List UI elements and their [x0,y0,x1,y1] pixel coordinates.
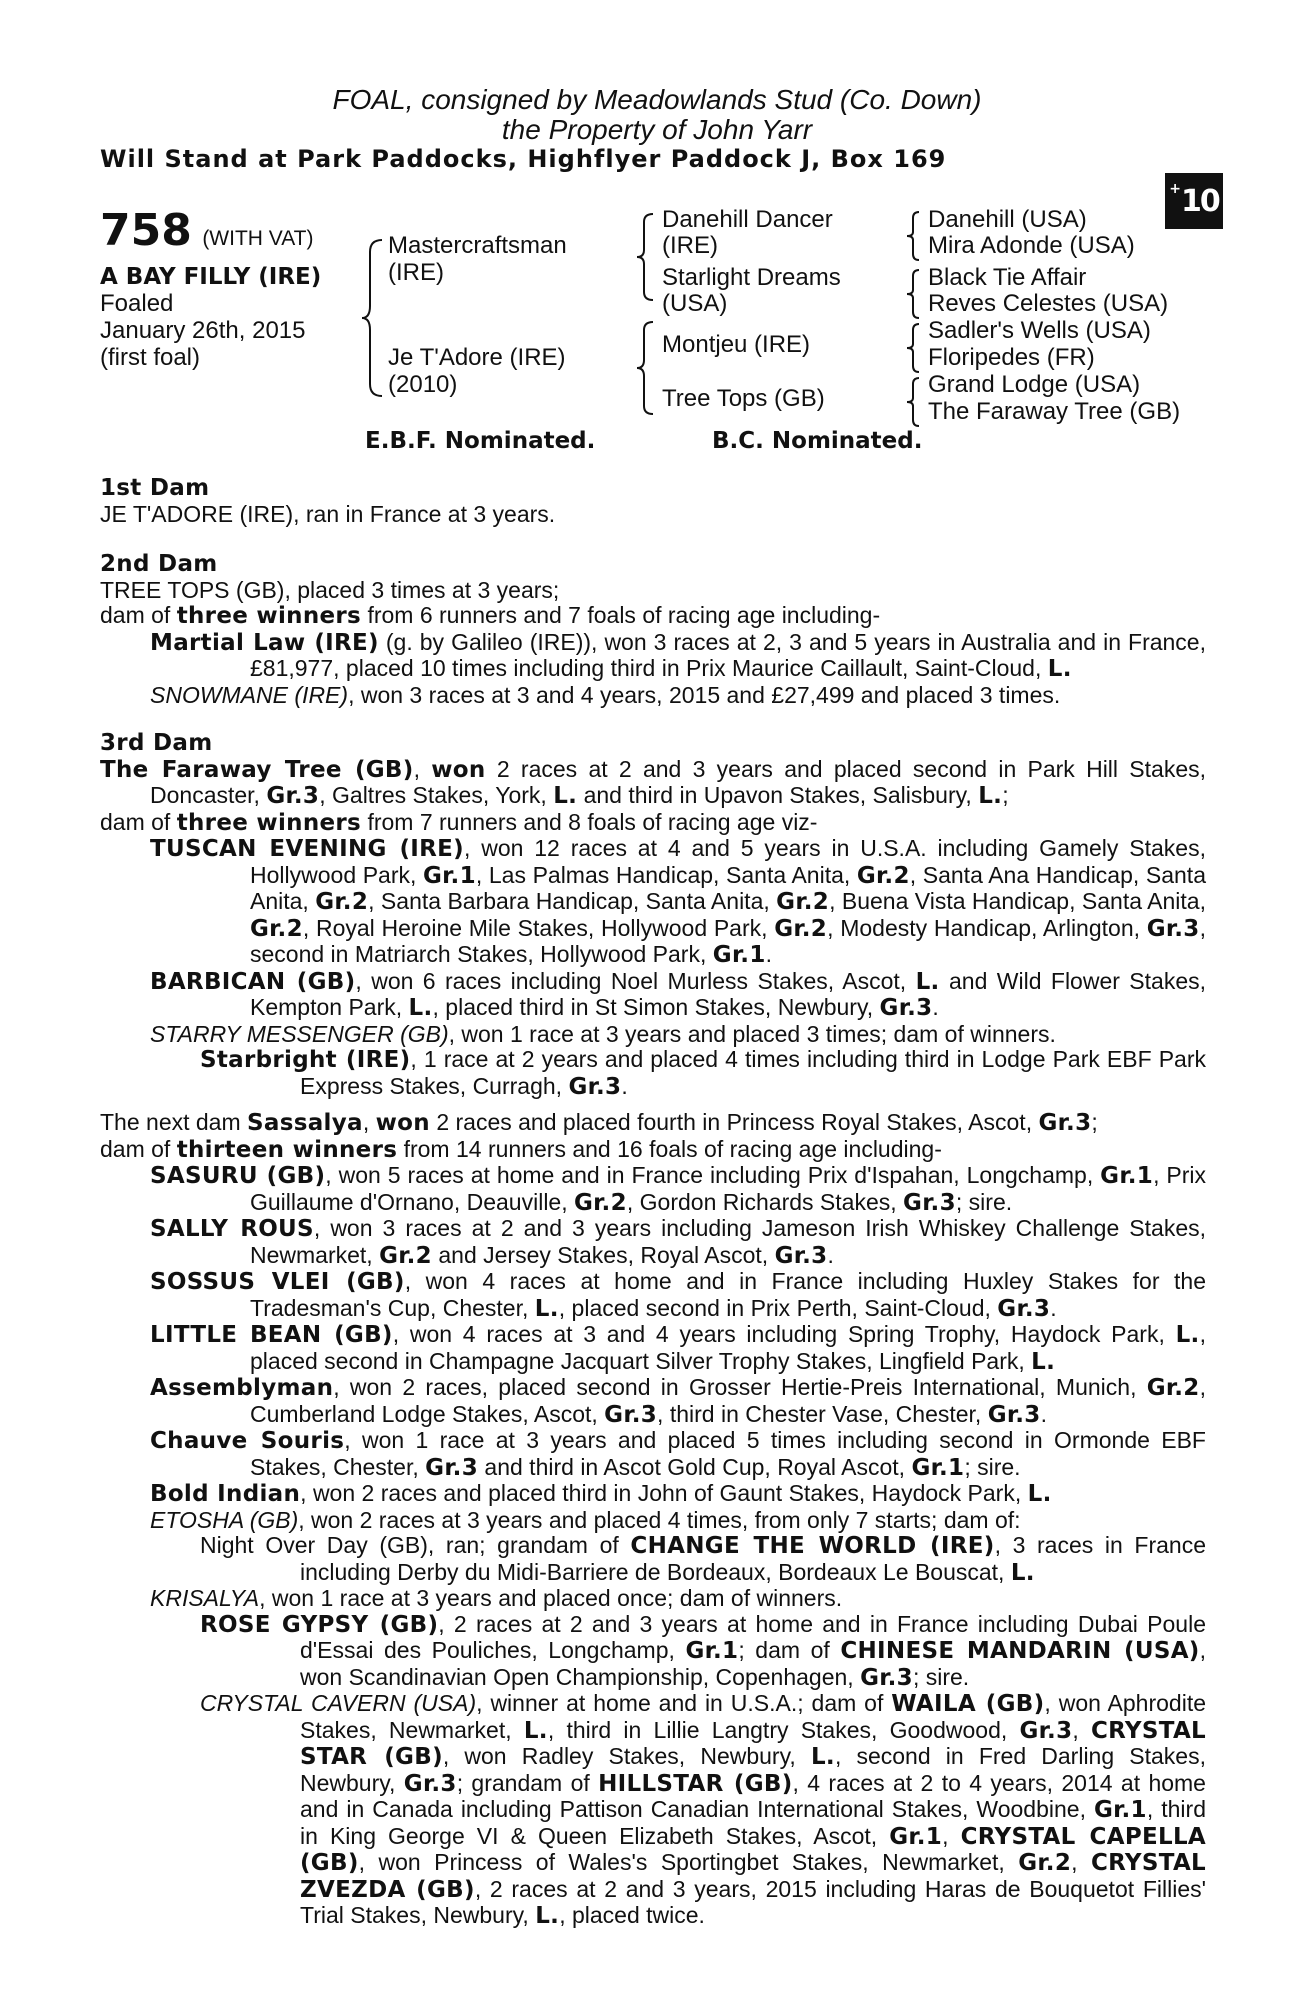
gen3-5: Sadler's Wells (USA) [928,317,1151,344]
foaled-label: Foaled [100,290,174,317]
pedigree-brace-4 [905,210,925,262]
third-dam-title: 3rd Dam [100,730,213,756]
second-dam-produce-intro: dam of three winners from 6 runners and 7 foals of racing age including- [100,602,881,629]
gen3-7: Grand Lodge (USA) [928,371,1141,398]
produce-sasuru: SASURU (GB), won 5 races at home and in France including Prix d'Ispahan, Longchamp, Gr.1, Prix Guillaume d'Ornano, Deauville, Gr.2, Gordon Richards Stakes, Gr.3; sire. [150,1162,1207,1216]
produce-night-over-day: Night Over Day (GB), ran; grandam of CHANGE THE WORLD (IRE), 3 races in France including Derby du Midi-Barriere de Bordeaux, Bordeaux Le Bouscat, L. [200,1532,1207,1586]
produce-starbright: Starbright (IRE), 1 race at 2 years and placed 4 times including third in Lodge Park EBF Park Express Stakes, Curragh, Gr.3. [200,1046,1206,1100]
produce-chauve-souris: Chauve Souris, won 1 race at 3 years and placed 5 times including second in Ormonde EBF Stakes, Chester, Gr.3 and third in Ascot Gold Cup, Royal Ascot, Gr.1; sire. [150,1427,1206,1481]
gen3-1: Danehill (USA) [928,206,1087,233]
gen3-3: Black Tie Affair [928,264,1087,291]
produce-bold-indian: Bold Indian, won 2 races and placed third in John of Gaunt Stakes, Haydock Park, L. [150,1480,1052,1507]
bc-nominated: B.C. Nominated. [712,428,923,454]
sire-sire-name: Danehill Dancer [662,206,833,233]
produce-krisalya: KRISALYA, won 1 race at 3 years and placed once; dam of winners. [150,1585,843,1611]
pedigree-brace-6 [905,322,925,374]
first-dam-text: JE T'ADORE (IRE), ran in France at 3 years. [100,500,556,527]
pedigree-brace-2 [635,212,659,302]
produce-snowmane: SNOWMANE (IRE), won 3 races at 3 and 4 years, 2015 and £27,499 and placed 3 times. [150,681,1061,708]
sire-country: (IRE) [388,259,444,286]
foal-note: (first foal) [100,344,201,371]
ebf-nominated: E.B.F. Nominated. [365,428,596,454]
lot-number-row [100,205,314,256]
foaled-date: January 26th, 2015 [100,317,306,344]
dam-sire-name: Montjeu (IRE) [662,331,811,358]
consignor-line: FOAL, consigned by Meadowlands Stud (Co. Down) [332,84,982,115]
sire-dam-name: Starlight Dreams [662,264,841,291]
sire-name: Mastercraftsman [388,232,567,259]
sire-sire-country: (IRE) [662,232,718,259]
dam-dam-name: Tree Tops (GB) [662,385,825,412]
produce-barbican: BARBICAN (GB), won 6 races including Noel Murless Stakes, Ascot, L. and Wild Flower Stakes, Kempton Park, L., placed third in St Simon Stakes, Newbury, Gr.3. [150,967,1207,1021]
lot-number: 758 [100,205,192,256]
produce-sossus-vlei: SOSSUS VLEI (GB), won 4 races at home and in France including Huxley Stakes for the Tradesman's Cup, Chester, L., placed second in Prix Perth, Saint-Cloud, Gr.3. [150,1268,1207,1322]
produce-martial-law: Martial Law (IRE) (g. by Galileo (IRE)), won 3 races at 2, 3 and 5 years in Australia and in France, £81,977, placed 10 times including third in Prix Maurice Caillault, Saint-Cloud, L. [150,628,1206,682]
next-dam-section [100,1110,1206,1930]
second-dam-section [100,552,1206,708]
third-dam-produce-intro: dam of three winners from 7 runners and 8 foals of racing age viz- [100,808,818,836]
produce-sally-rous: SALLY ROUS, won 3 races at 2 and 3 years including Jameson Irish Whiskey Challenge Stakes, Newmarket, Gr.2 and Jersey Stakes, Royal Ascot, Gr.3. [150,1215,1206,1269]
lot-name: A BAY FILLY (IRE) [100,264,322,290]
dam-name: Je T'Adore (IRE) [388,344,566,371]
vat-note: (WITH VAT) [202,227,314,250]
second-dam-title: 2nd Dam [100,551,218,577]
third-dam-section [100,731,1206,1100]
pedigree-brace-5 [905,268,925,320]
first-dam-section [100,476,1206,527]
pedigree-brace-1 [360,238,390,398]
pedigree-brace-3 [635,320,659,416]
produce-starry-messenger: STARRY MESSENGER (GB), won 1 race at 3 years and placed 3 times; dam of winners. [150,1020,1056,1047]
gen3-2: Mira Adonde (USA) [928,232,1135,259]
produce-assemblyman: Assemblyman, won 2 races, placed second in Grosser Hertie-Preis International, Munich, Gr.2, Cumberland Lodge Stakes, Ascot, Gr.3, third in Chester Vase, Chester, Gr.3. [150,1374,1206,1428]
property-line: the Property of John Yarr [501,114,813,145]
produce-etosha: ETOSHA (GB), won 2 races at 3 years and placed 4 times, from only 7 starts; dam of: [150,1506,1021,1533]
first-dam-title: 1st Dam [100,475,210,501]
gen3-4: Reves Celestes (USA) [928,290,1169,317]
next-dam-produce-intro: dam of thirteen winners from 14 runners and 16 foals of racing age including- [100,1135,942,1163]
sale-logo: + 10 [1165,173,1223,229]
pedigree-brace-7 [905,376,925,428]
produce-rose-gypsy: ROSE GYPSY (GB), 2 races at 2 and 3 years at home and in France including Dubai Poule d'Essai des Pouliches, Longchamp, Gr.1; dam of CHINESE MANDARIN (USA), won Scandinavian Open Championship, Copenhagen, Gr.3; sire. [200,1610,1207,1691]
dam-year: (2010) [388,371,458,398]
gen3-6: Floripedes (FR) [928,344,1095,371]
next-dam-text: The next dam Sassalya, won 2 races and placed fourth in Princess Royal Stakes, Ascot, Gr.3; [100,1109,1098,1136]
third-dam-text: The Faraway Tree (GB), won 2 races at 2 and 3 years and placed second in Park Hill Stakes, Doncaster, Gr.3, Galtres Stakes, York, L. and third in Upavon Stakes, Salisbury, L.; [100,755,1207,809]
gen3-8: The Faraway Tree (GB) [928,398,1181,425]
sire-dam-country: (USA) [662,290,728,317]
produce-little-bean: LITTLE BEAN (GB), won 4 races at 3 and 4 years including Spring Trophy, Haydock Park, L., placed second in Champagne Jacquart Silver Trophy Stakes, Lingfield Park, L. [150,1321,1206,1375]
stand-location: Will Stand at Park Paddocks, Highflyer Paddock J, Box 169 [100,145,947,173]
second-dam-text: TREE TOPS (GB), placed 3 times at 3 years; [100,576,560,603]
produce-crystal-cavern: CRYSTAL CAVERN (USA), winner at home and in U.S.A.; dam of WAILA (GB), won Aphrodite Stakes, Newmarket, L., third in Lillie Langtry Stakes, Goodwood, Gr.3, CRYSTAL STAR (GB), won Radley Stakes, Newbury, L., second in Fred Darling Stakes, Newbury, Gr.3; grandam of HILLSTAR (GB), 4 races at 2 to 4 years, 2014 at home and in Canada including Pattison Canadian International Stakes, Woodbine, Gr.1, third in King George VI & Queen Elizabeth Stakes, Ascot, Gr.1, CRYSTAL CAPELLA (GB), won Princess of Wales's Sportingbet Stakes, Newmarket, Gr.2, CRYSTAL ZVEZDA (GB), 2 races at 2 and 3 years, 2015 including Haras de Bouquetot Fillies' Trial Stakes, Newbury, L., placed twice. [200,1690,1207,1929]
produce-tuscan-evening: TUSCAN EVENING (IRE), won 12 races at 4 and 5 years in U.S.A. including Gamely Stakes, Hollywood Park, Gr.1, Las Palmas Handicap, Santa Anita, Gr.2, Santa Ana Handicap, Santa Anita, Gr.2, Santa Barbara Handicap, Santa Anita, Gr.2, Buena Vista Handicap, Santa Anita, Gr.2, Royal Heroine Mile Stakes, Hollywood Park, Gr.2, Modesty Handicap, Arlington, Gr.3, second in Matriarch Stakes, Hollywood Park, Gr.1. [150,835,1206,968]
